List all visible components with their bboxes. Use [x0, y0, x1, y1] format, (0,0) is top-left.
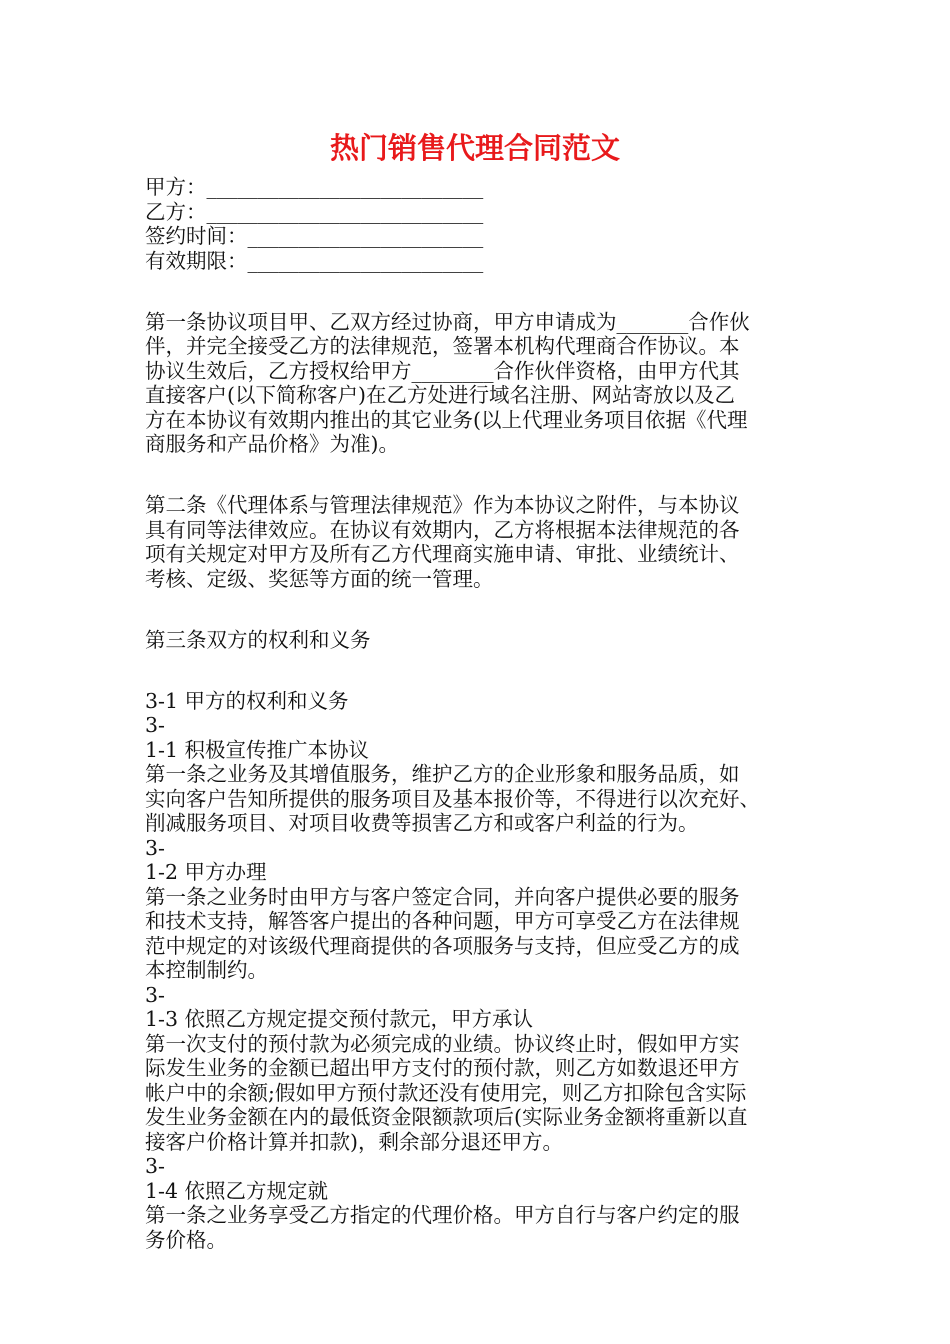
party-b-field: 乙方：___________________________: [145, 199, 484, 224]
paragraph-line: 项有关规定对甲方及所有乙方代理商实施申请、审批、业绩统计、: [145, 542, 740, 566]
section-heading: 3-1 甲方的权利和义务: [145, 688, 349, 713]
header-fields: [145, 175, 815, 273]
paragraph-line: 发生业务金额在内的最低资金限额款项后(实际业务金额将重新以直: [145, 1105, 748, 1129]
paragraph-line: 商服务和产品价格》为准)。: [145, 432, 399, 456]
paragraph-line: 第一条之业务时由甲方与客户签定合同，并向客户提供必要的服务: [145, 884, 740, 909]
clause-heading: 1-3 依照乙方规定提交预付款元，甲方承认: [145, 1007, 534, 1031]
clause-heading: 1-4 依照乙方规定就: [145, 1178, 329, 1203]
paragraph-line: 伴，并完全接受乙方的法律规范，签署本机构代理商合作协议。本: [145, 334, 740, 358]
paragraph-line: 接客户价格计算并扣款)，剩余部分退还甲方。: [145, 1129, 563, 1154]
paragraph-line: 际发生业务的金额已超出甲方支付的预付款，则乙方如数退还甲方: [145, 1056, 740, 1080]
paragraph-line: 范中规定的对该级代理商提供的各项服务与支持，但应受乙方的成: [145, 933, 740, 958]
clause-heading: 1-2 甲方办理: [145, 860, 267, 884]
clause-heading: 1-1 积极宣传推广本协议: [145, 737, 370, 762]
signing-date-field: 签约时间：_______________________: [145, 224, 484, 248]
article-3-heading: 第三条双方的权利和义务: [145, 627, 371, 652]
paragraph-line: 考核、定级、奖惩等方面的统一管理。: [145, 566, 494, 591]
paragraph-line: 第一条协议项目甲、乙双方经过协商，甲方申请成为_______合作伙: [145, 309, 750, 334]
article-2: [145, 493, 815, 591]
document-body: [145, 175, 815, 1252]
clause-number: 3-: [145, 1154, 165, 1178]
document-title: 热门销售代理合同范文: [329, 131, 620, 165]
clause-number: 3-: [145, 835, 165, 860]
clause-number: 3-: [145, 713, 165, 737]
paragraph-line: 第一条之业务享受乙方指定的代理价格。甲方自行与客户约定的服: [145, 1203, 740, 1227]
paragraph-line: 直接客户(以下简称客户)在乙方处进行域名注册、网站寄放以及乙: [145, 383, 735, 407]
party-a-field: 甲方：___________________________: [145, 175, 484, 199]
paragraph-line: 第一次支付的预付款为必须完成的业绩。协议终止时，假如甲方实: [145, 1031, 740, 1056]
paragraph-line: 帐户中的余额;假如甲方预付款还没有使用完，则乙方扣除包含实际: [145, 1080, 747, 1105]
paragraph-line: 本控制制约。: [145, 958, 268, 982]
paragraph-line: 第一条之业务及其增值服务，维护乙方的企业形象和服务品质，如: [145, 762, 740, 786]
clause-number: 3-: [145, 982, 165, 1007]
paragraph-line: 方在本协议有效期内推出的其它业务(以上代理业务项目依据《代理: [145, 407, 748, 432]
article-1: [145, 310, 815, 457]
paragraph-line: 协议生效后，乙方授权给甲方________合作伙伴资格，由甲方代其: [145, 358, 740, 383]
section-3-1: [145, 689, 815, 1253]
paragraph-line: 和技术支持，解答客户提出的各种问题，甲方可享受乙方在法律规: [145, 909, 740, 933]
validity-period-field: 有效期限：_______________________: [145, 248, 484, 273]
paragraph-line: 第二条《代理体系与管理法律规范》作为本协议之附件，与本协议: [145, 493, 740, 517]
paragraph-line: 实向客户告知所提供的服务项目及基本报价等，不得进行以次充好、: [145, 786, 760, 811]
paragraph-line: 削减服务项目、对项目收费等损害乙方和或客户利益的行为。: [145, 811, 699, 835]
paragraph-line: 具有同等法律效应。在协议有效期内，乙方将根据本法律规范的各: [145, 517, 740, 542]
paragraph-line: 务价格。: [145, 1227, 227, 1252]
